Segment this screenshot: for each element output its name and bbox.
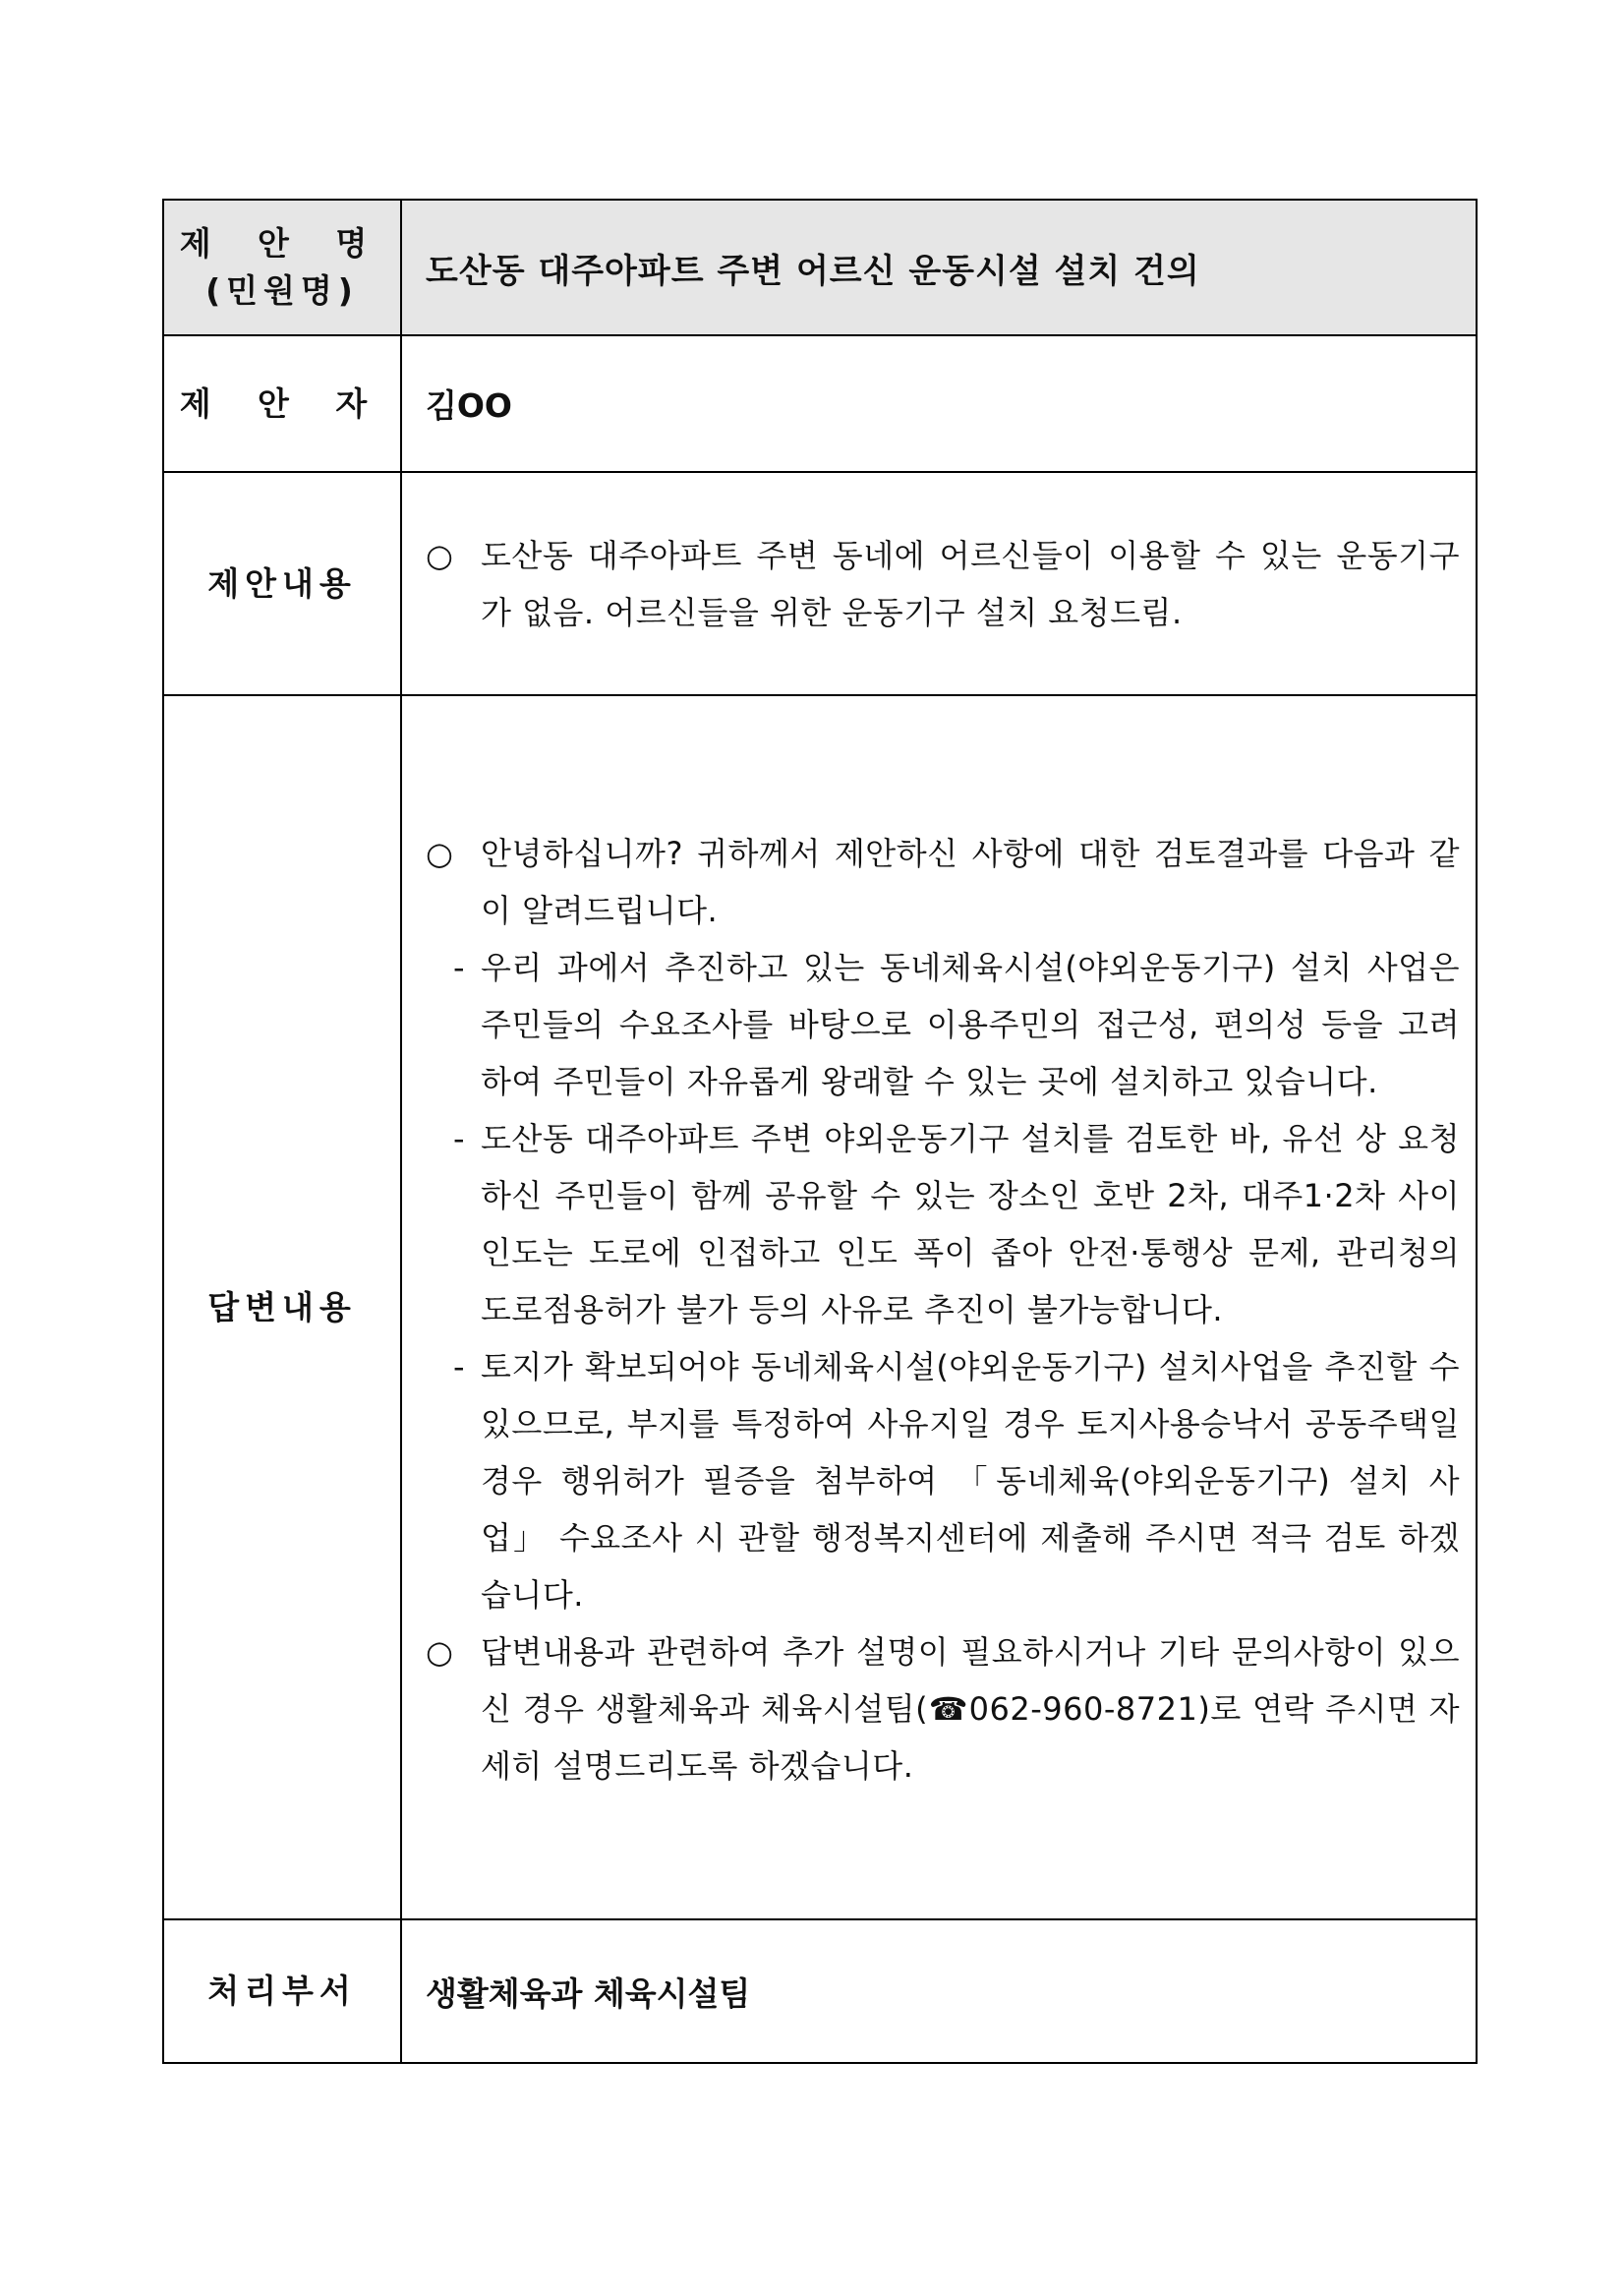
dash-bullet-icon: - bbox=[453, 1119, 466, 1157]
proposer-value-cell bbox=[401, 335, 1477, 472]
answer-item-text: 우리 과에서 추진하고 있는 동네체육시설(야외운동기구) 설치 사업은 주민들의 수요조사를 바탕으로 이용주민의 접근성, 편의성 등을 고려하여 주민들이 자유롭게 왕래할 수 있는 곳에 설치하고 있습니다. bbox=[481, 948, 1460, 1100]
title-row bbox=[163, 200, 1477, 335]
answer-value-cell bbox=[401, 695, 1477, 1919]
proposal-title: 도산동 대주아파트 주변 어르신 운동시설 설치 건의 bbox=[426, 251, 1200, 291]
answer-item-text: 토지가 확보되어야 동네체육시설(야외운동기구) 설치사업을 추진할 수 있으므로, 부지를 특정하여 사유지일 경우 토지사용승낙서 공동주택일 경우 행위허가 필증을 첨부하여 「동네체육(야외운동기구) 설치 사업」 수요조사 시 관할 행정복지센터에 제출해 주시면 적극 검토 하겠습니다. bbox=[481, 1347, 1460, 1614]
title-value-cell bbox=[401, 200, 1477, 335]
content-label: 제안내용 bbox=[207, 563, 357, 603]
content-paragraph bbox=[426, 527, 1460, 641]
title-label-line1: 제 안 명 bbox=[179, 224, 385, 264]
proposal-answer-table bbox=[162, 199, 1478, 2064]
proposer-row bbox=[163, 335, 1477, 472]
department-value-cell bbox=[401, 1919, 1477, 2063]
proposer-label: 제 안 자 bbox=[179, 383, 385, 423]
content-text: 도산동 대주아파트 주변 동네에 어르신들이 이용할 수 있는 운동기구가 없음. 어르신들을 위한 운동기구 설치 요청드림. bbox=[481, 536, 1460, 631]
department-label: 처리부서 bbox=[207, 1972, 357, 2011]
circle-bullet-icon: ○ bbox=[426, 536, 454, 574]
answer-item-text: 답변내용과 관련하여 추가 설명이 필요하시거나 기타 문의사항이 있으신 경우 생활체육과 체육시설팀(☎062-960-8721)로 연락 주시면 자세히 설명드리도록 하겠습니다. bbox=[481, 1632, 1460, 1785]
answer-item bbox=[426, 1110, 1460, 1338]
department-name: 생활체육과 체육시설팀 bbox=[426, 1973, 751, 2013]
title-label-cell bbox=[163, 200, 401, 335]
answer-item bbox=[426, 1338, 1460, 1623]
answer-item-text: 안녕하십니까? 귀하께서 제안하신 사항에 대한 검토결과를 다음과 같이 알려드립니다. bbox=[481, 834, 1460, 929]
content-row bbox=[163, 472, 1477, 695]
content-value-cell bbox=[401, 472, 1477, 695]
circle-bullet-icon: ○ bbox=[426, 834, 454, 872]
answer-body bbox=[426, 821, 1460, 1795]
answer-item bbox=[426, 939, 1460, 1110]
proposer-label-cell bbox=[163, 335, 401, 472]
department-row bbox=[163, 1919, 1477, 2063]
answer-item-text: 도산동 대주아파트 주변 야외운동기구 설치를 검토한 바, 유선 상 요청하신 주민들이 함께 공유할 수 있는 장소인 호반 2차, 대주1·2차 사이 인도는 도로에 인접하고 인도 폭이 좁아 안전·통행상 문제, 관리청의 도로점용허가 불가 등의 사유로 추진이 불가능합니다. bbox=[481, 1119, 1460, 1328]
dash-bullet-icon: - bbox=[453, 1347, 466, 1385]
department-label-cell bbox=[163, 1919, 401, 2063]
title-label-line2: (민원명) bbox=[205, 271, 359, 310]
answer-row bbox=[163, 695, 1477, 1919]
circle-bullet-icon: ○ bbox=[426, 1632, 454, 1671]
answer-label: 답변내용 bbox=[207, 1287, 357, 1326]
proposer-name: 김OO bbox=[426, 386, 512, 425]
content-label-cell bbox=[163, 472, 401, 695]
answer-item bbox=[426, 1623, 1460, 1795]
answer-label-cell bbox=[163, 695, 401, 1919]
dash-bullet-icon: - bbox=[453, 948, 466, 986]
answer-item bbox=[426, 825, 1460, 939]
